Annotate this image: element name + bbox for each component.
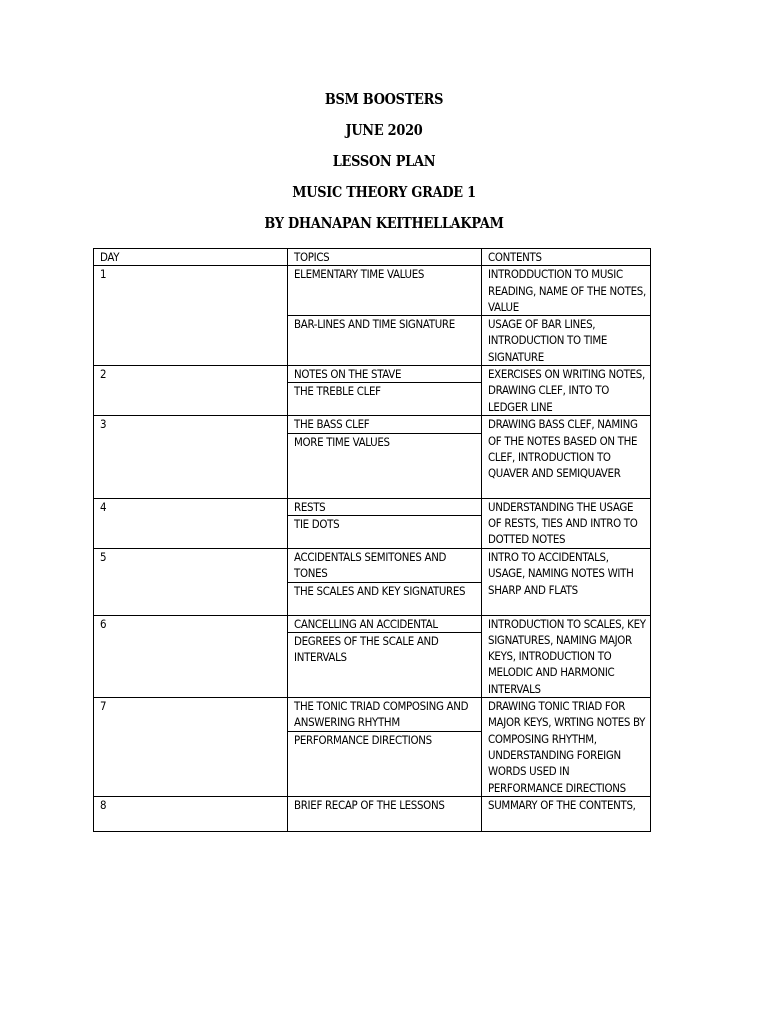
content-cell: DRAWING TONIC TRIAD FOR MAJOR KEYS, WRTING NOTES BY COMPOSING RHYTHM, UNDERSTANDING FOREIGN WORDS USED IN PERFORMANCE DIRECTIONS xyxy=(482,698,651,797)
content-cell: EXERCISES ON WRITING NOTES, DRAWING CLEF, INTO TO LEDGER LINE xyxy=(482,366,651,416)
topic-cell: THE TONIC TRIAD COMPOSING AND ANSWERING RHYTHM xyxy=(288,698,482,732)
topic-cell: BAR-LINES AND TIME SIGNATURE xyxy=(288,316,482,366)
day-cell: 1 xyxy=(94,266,288,366)
header-contents: CONTENTS xyxy=(482,249,651,266)
topic-cell: THE TREBLE CLEF xyxy=(288,383,482,416)
table-row xyxy=(94,498,651,515)
topic-cell: ELEMENTARY TIME VALUES xyxy=(288,266,482,316)
topic-cell: THE SCALES AND KEY SIGNATURES xyxy=(288,582,482,615)
table-header-row xyxy=(94,249,651,266)
table-row xyxy=(94,266,651,316)
topic-cell: THE BASS CLEF xyxy=(288,416,482,433)
table-row xyxy=(94,796,651,831)
day-cell: 3 xyxy=(94,416,288,498)
content-cell: DRAWING BASS CLEF, NAMING OF THE NOTES BASED ON THE CLEF, INTRODUCTION TO QUAVER AND SEMIQUAVER xyxy=(482,416,651,498)
day-cell: 8 xyxy=(94,796,288,831)
day-cell: 5 xyxy=(94,548,288,615)
topic-cell: BRIEF RECAP OF THE LESSONS xyxy=(288,796,482,831)
header-topics: TOPICS xyxy=(288,249,482,266)
course-title: MUSIC THEORY GRADE 1 xyxy=(292,183,476,201)
topic-cell: CANCELLING AN ACCIDENTAL xyxy=(288,615,482,632)
topic-cell: ACCIDENTALS SEMITONES AND TONES xyxy=(288,548,482,582)
table-row xyxy=(94,615,651,632)
topic-cell: MORE TIME VALUES xyxy=(288,433,482,498)
doc-type-title: LESSON PLAN xyxy=(332,152,436,170)
day-cell: 7 xyxy=(94,698,288,797)
header-day: DAY xyxy=(94,249,288,266)
content-cell: SUMMARY OF THE CONTENTS, xyxy=(482,796,651,831)
content-cell: USAGE OF BAR LINES, INTRODUCTION TO TIME SIGNATURE xyxy=(482,316,651,366)
author-title: BY DHANAPAN KEITHELLAKPAM xyxy=(264,214,504,232)
topic-cell: DEGREES OF THE SCALE AND INTERVALS xyxy=(288,632,482,697)
table-row xyxy=(94,698,651,732)
topic-cell: PERFORMANCE DIRECTIONS xyxy=(288,731,482,796)
table-row xyxy=(94,416,651,433)
day-cell: 6 xyxy=(94,615,288,697)
topic-cell: NOTES ON THE STAVE xyxy=(288,366,482,383)
content-cell: UNDERSTANDING THE USAGE OF RESTS, TIES AND INTRO TO DOTTED NOTES xyxy=(482,498,651,548)
lesson-plan-table xyxy=(93,248,651,832)
day-cell: 2 xyxy=(94,366,288,416)
content-cell: INTRO TO ACCIDENTALS, USAGE, NAMING NOTES WITH SHARP AND FLATS xyxy=(482,548,651,615)
topic-cell: TIE DOTS xyxy=(288,515,482,548)
table-row xyxy=(94,548,651,582)
org-title: BSM BOOSTERS xyxy=(324,90,444,108)
day-cell: 4 xyxy=(94,498,288,548)
date-title: JUNE 2020 xyxy=(345,121,423,139)
content-cell: INTRODDUCTION TO MUSIC READING, NAME OF THE NOTES, VALUE xyxy=(482,266,651,316)
document-header xyxy=(0,84,768,239)
content-cell: INTRODUCTION TO SCALES, KEY SIGNATURES, NAMING MAJOR KEYS, INTRODUCTION TO MELODIC AND HARMONIC INTERVALS xyxy=(482,615,651,697)
topic-cell: RESTS xyxy=(288,498,482,515)
table-row xyxy=(94,366,651,383)
